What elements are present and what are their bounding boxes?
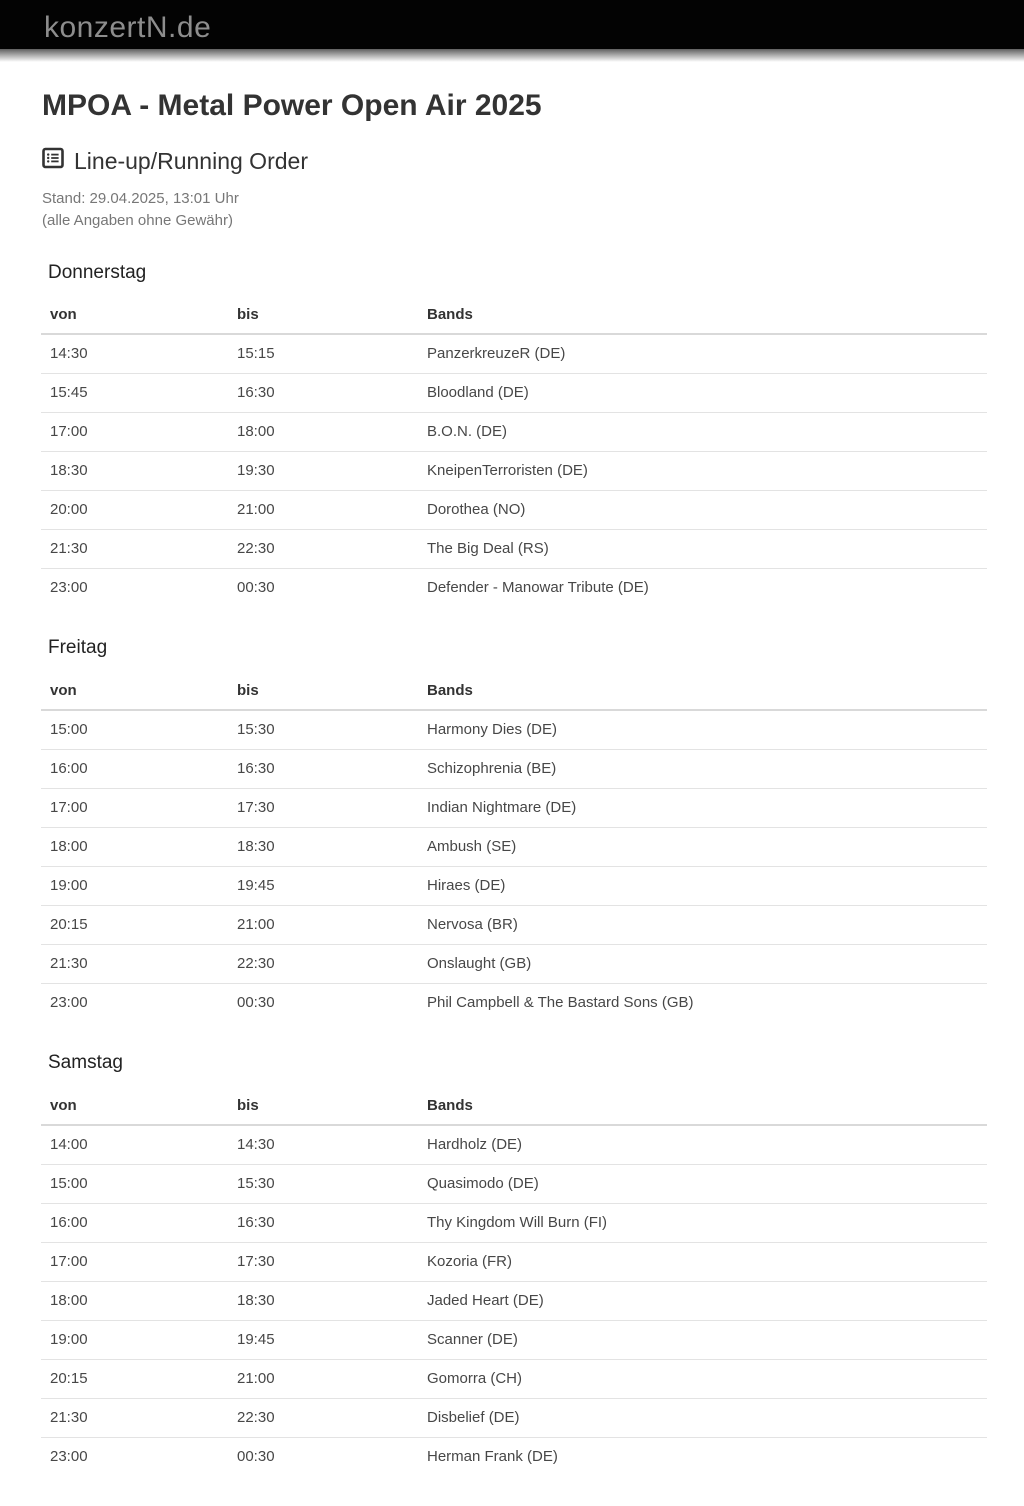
status-info (42, 188, 987, 232)
band-name-cell: Bloodland (DE) (418, 374, 987, 413)
start-time-cell: 17:00 (41, 789, 228, 828)
band-name-cell: Jaded Heart (DE) (418, 1281, 987, 1320)
band-name-cell: Hiraes (DE) (418, 867, 987, 906)
end-time-cell: 21:00 (228, 906, 418, 945)
schedule-row (41, 750, 987, 789)
end-time-cell: 21:00 (228, 491, 418, 530)
start-time-cell: 16:00 (41, 750, 228, 789)
band-name-cell: Herman Frank (DE) (427, 1447, 558, 1465)
end-time-cell: 00:30 (237, 1447, 275, 1465)
start-time-cell: 21:30 (41, 530, 228, 569)
column-header-von: von (41, 297, 228, 334)
status-timestamp: Stand: 29.04.2025, 13:01 Uhr (42, 189, 239, 207)
band-name-cell: Onslaught (GB) (418, 945, 987, 984)
table-header-row (41, 297, 987, 334)
end-time-cell: 18:00 (228, 413, 418, 452)
end-time-cell: 18:30 (228, 1281, 418, 1320)
column-header-von: von (41, 673, 228, 710)
band-name-cell: Kozoria (FR) (418, 1242, 987, 1281)
start-time-cell: 14:30 (41, 334, 228, 374)
schedule-row (41, 1320, 987, 1359)
schedule-row (41, 710, 987, 750)
day-heading: Donnerstag (48, 261, 147, 283)
band-name-cell: KneipenTerroristen (DE) (418, 452, 987, 491)
start-time-cell: 19:00 (41, 867, 228, 906)
band-name-cell: Scanner (DE) (418, 1320, 987, 1359)
top-header-bar (0, 0, 1024, 49)
band-name-cell: B.O.N. (DE) (418, 413, 987, 452)
main-content (41, 88, 987, 1506)
start-time-cell: 20:00 (41, 491, 228, 530)
day-section-freitag (41, 637, 987, 1022)
start-time-cell: 20:15 (41, 1359, 228, 1398)
start-time-cell: 15:00 (41, 710, 228, 750)
end-time-cell: 16:30 (228, 750, 418, 789)
header-shadow (0, 49, 1024, 62)
schedule-row (41, 452, 987, 491)
list-alt-icon (42, 147, 64, 176)
schedule-row (41, 828, 987, 867)
end-time-cell: 15:30 (228, 1164, 418, 1203)
schedule-row (41, 867, 987, 906)
end-time-cell: 00:30 (237, 994, 275, 1012)
end-time-cell: 15:15 (228, 334, 418, 374)
schedule-row (41, 1203, 987, 1242)
band-name-cell: Schizophrenia (BE) (418, 750, 987, 789)
start-time-cell: 17:00 (41, 413, 228, 452)
end-time-cell: 15:30 (228, 710, 418, 750)
schedule-row (41, 906, 987, 945)
schedule-row (41, 1359, 987, 1398)
start-time-cell: 21:30 (41, 945, 228, 984)
column-header-bis: bis (228, 1088, 418, 1125)
schedule-row (41, 334, 987, 374)
start-time-cell: 18:30 (41, 452, 228, 491)
start-time-cell: 15:45 (41, 374, 228, 413)
band-name-cell: Disbelief (DE) (418, 1398, 987, 1437)
column-header-bis: bis (228, 673, 418, 710)
start-time-cell: 18:00 (41, 828, 228, 867)
schedule-row (41, 1242, 987, 1281)
day-section-samstag (41, 1052, 987, 1476)
start-time-cell: 23:00 (50, 1447, 88, 1465)
end-time-cell: 17:30 (228, 789, 418, 828)
schedule-row (41, 530, 987, 569)
end-time-cell: 22:30 (228, 945, 418, 984)
column-header-bis: bis (228, 297, 418, 334)
schedule-row (41, 1398, 987, 1437)
day-heading: Freitag (48, 637, 108, 659)
end-time-cell: 18:30 (228, 828, 418, 867)
band-name-cell: Thy Kingdom Will Burn (FI) (418, 1203, 987, 1242)
band-name-cell: The Big Deal (RS) (418, 530, 987, 569)
start-time-cell: 15:00 (41, 1164, 228, 1203)
start-time-cell: 20:15 (41, 906, 228, 945)
band-name-cell: PanzerkreuzeR (DE) (418, 334, 987, 374)
end-time-cell: 19:45 (228, 1320, 418, 1359)
section-title-text: Line-up/Running Order (74, 147, 308, 174)
end-time-cell: 19:30 (228, 452, 418, 491)
band-name-cell: Harmony Dies (DE) (418, 710, 987, 750)
table-header-row (41, 673, 987, 710)
start-time-cell: 19:00 (41, 1320, 228, 1359)
schedule-row (41, 1281, 987, 1320)
band-name-cell: Hardholz (DE) (418, 1125, 987, 1165)
end-time-cell: 16:30 (228, 1203, 418, 1242)
column-header-bands: Bands (418, 673, 987, 710)
schedule-row (41, 374, 987, 413)
band-name-cell: Ambush (SE) (418, 828, 987, 867)
column-header-von: von (41, 1088, 228, 1125)
status-disclaimer: (alle Angaben ohne Gewähr) (42, 211, 233, 229)
end-time-cell: 19:45 (228, 867, 418, 906)
schedule-table (41, 297, 987, 607)
schedule-row (41, 413, 987, 452)
day-heading: Samstag (48, 1052, 123, 1074)
schedule-row (41, 945, 987, 984)
band-name-cell: Quasimodo (DE) (418, 1164, 987, 1203)
start-time-cell: 14:00 (41, 1125, 228, 1165)
schedule-row (41, 569, 987, 608)
end-time-cell: 22:30 (228, 530, 418, 569)
day-section-donnerstag (41, 262, 987, 608)
start-time-cell: 18:00 (41, 1281, 228, 1320)
column-header-bands: Bands (418, 1088, 987, 1125)
band-name-cell: Dorothea (NO) (418, 491, 987, 530)
start-time-cell: 23:00 (50, 579, 88, 597)
band-name-cell: Gomorra (CH) (418, 1359, 987, 1398)
start-time-cell: 17:00 (41, 1242, 228, 1281)
end-time-cell: 16:30 (228, 374, 418, 413)
band-name-cell: Defender - Manowar Tribute (DE) (427, 579, 649, 597)
schedule-row (41, 984, 987, 1023)
band-name-cell: Phil Campbell & The Bastard Sons (GB) (427, 994, 694, 1012)
end-time-cell: 17:30 (228, 1242, 418, 1281)
section-title (42, 147, 987, 176)
schedule-row (41, 789, 987, 828)
schedule-table (41, 673, 987, 1022)
end-time-cell: 14:30 (228, 1125, 418, 1165)
schedule-row (41, 1164, 987, 1203)
schedule-row (41, 1437, 987, 1476)
schedule-table (41, 1088, 987, 1476)
table-header-row (41, 1088, 987, 1125)
end-time-cell: 22:30 (228, 1398, 418, 1437)
column-header-bands: Bands (418, 297, 987, 334)
band-name-cell: Indian Nightmare (DE) (418, 789, 987, 828)
start-time-cell: 23:00 (50, 994, 88, 1012)
site-logo-link[interactable]: konzertN.de (44, 11, 212, 44)
schedule-row (41, 1125, 987, 1165)
end-time-cell: 21:00 (228, 1359, 418, 1398)
schedule-row (41, 491, 987, 530)
start-time-cell: 21:30 (41, 1398, 228, 1437)
band-name-cell: Nervosa (BR) (418, 906, 987, 945)
page-title: MPOA - Metal Power Open Air 2025 (42, 89, 542, 122)
start-time-cell: 16:00 (41, 1203, 228, 1242)
end-time-cell: 00:30 (237, 579, 275, 597)
